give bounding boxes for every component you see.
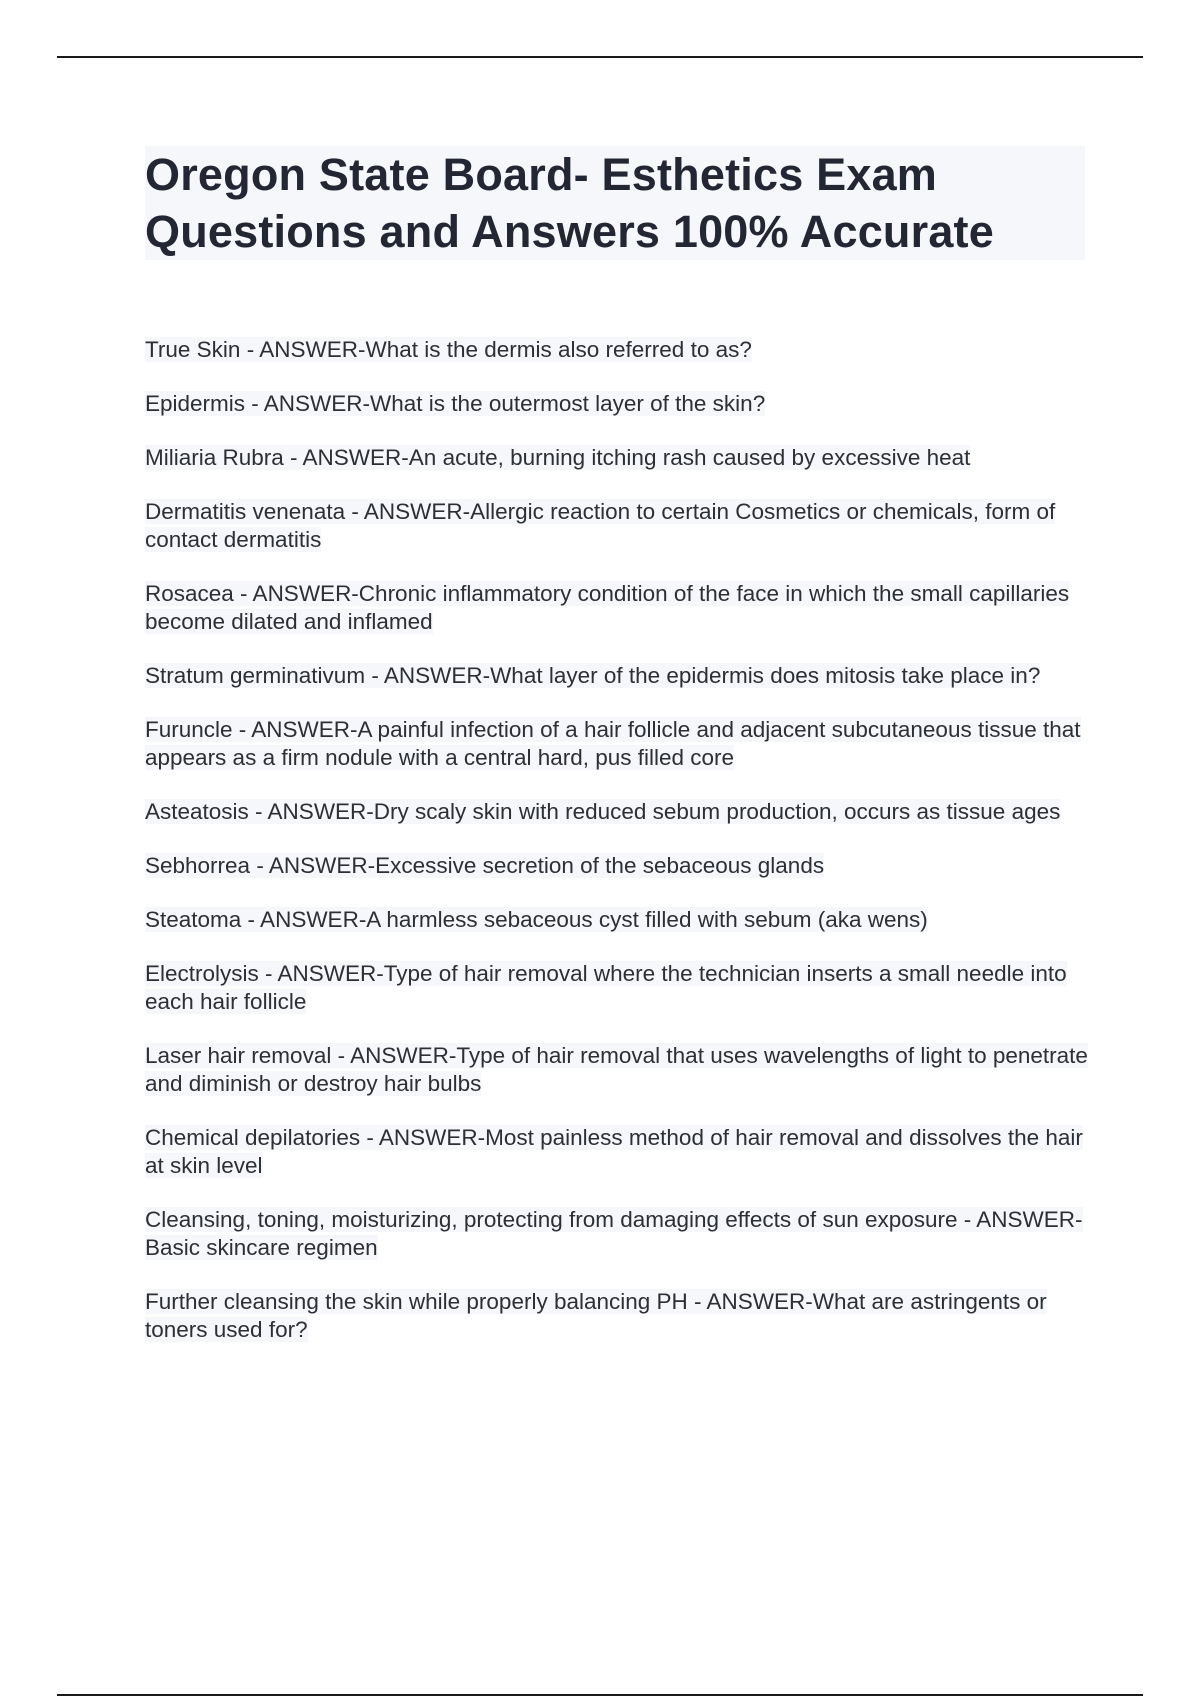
qa-text: Dermatitis venenata - ANSWER-Allergic reaction to certain Cosmetics or chemicals, form of contact dermatitis: [145, 499, 1056, 552]
qa-text: Furuncle - ANSWER-A painful infection of a hair follicle and adjacent subcutaneous tissue that appears as a firm nodule with a central hard, pus filled core: [145, 717, 1081, 770]
qa-text: Asteatosis - ANSWER-Dry scaly skin with reduced sebum production, occurs as tissue ages: [145, 799, 1061, 824]
qa-item: [145, 852, 1095, 880]
qa-text: True Skin - ANSWER-What is the dermis also referred to as?: [145, 337, 752, 362]
qa-text: Rosacea - ANSWER-Chronic inflammatory condition of the face in which the small capillaries become dilated and inflamed: [145, 581, 1070, 634]
qa-item: [145, 1124, 1095, 1180]
qa-text: Chemical depilatories - ANSWER-Most painless method of hair removal and dissolves the hair at skin level: [145, 1125, 1083, 1178]
page-title: Oregon State Board- Esthetics Exam Questions and Answers 100% Accurate: [145, 149, 994, 257]
qa-text: Electrolysis - ANSWER-Type of hair removal where the technician inserts a small needle into each hair follicle: [145, 961, 1067, 1014]
bottom-rule: [57, 1694, 1143, 1696]
top-rule: [57, 56, 1143, 58]
qa-item: [145, 498, 1095, 554]
qa-item: [145, 798, 1095, 826]
qa-text: Sebhorrea - ANSWER-Excessive secretion of the sebaceous glands: [145, 853, 825, 878]
qa-item: [145, 716, 1095, 772]
qa-list: [145, 336, 1095, 1370]
qa-text: Stratum germinativum - ANSWER-What layer of the epidermis does mitosis take place in?: [145, 663, 1041, 688]
qa-text: Epidermis - ANSWER-What is the outermost layer of the skin?: [145, 391, 766, 416]
qa-item: [145, 336, 1095, 364]
qa-text: Miliaria Rubra - ANSWER-An acute, burning itching rash caused by excessive heat: [145, 445, 971, 470]
qa-item: [145, 390, 1095, 418]
qa-item: [145, 1206, 1095, 1262]
qa-item: [145, 662, 1095, 690]
qa-item: [145, 580, 1095, 636]
qa-item: [145, 960, 1095, 1016]
qa-text: Cleansing, toning, moisturizing, protecting from damaging effects of sun exposure - ANSWER-Basic skincare regimen: [145, 1207, 1083, 1260]
qa-item: [145, 1288, 1095, 1344]
qa-text: Steatoma - ANSWER-A harmless sebaceous cyst filled with sebum (aka wens): [145, 907, 928, 932]
qa-text: Further cleansing the skin while properly balancing PH - ANSWER-What are astringents or toners used for?: [145, 1289, 1047, 1342]
qa-text: Laser hair removal - ANSWER-Type of hair removal that uses wavelengths of light to penetrate and diminish or destroy hair bulbs: [145, 1043, 1088, 1096]
title-block: [145, 146, 1085, 260]
qa-item: [145, 906, 1095, 934]
qa-item: [145, 1042, 1095, 1098]
qa-item: [145, 444, 1095, 472]
